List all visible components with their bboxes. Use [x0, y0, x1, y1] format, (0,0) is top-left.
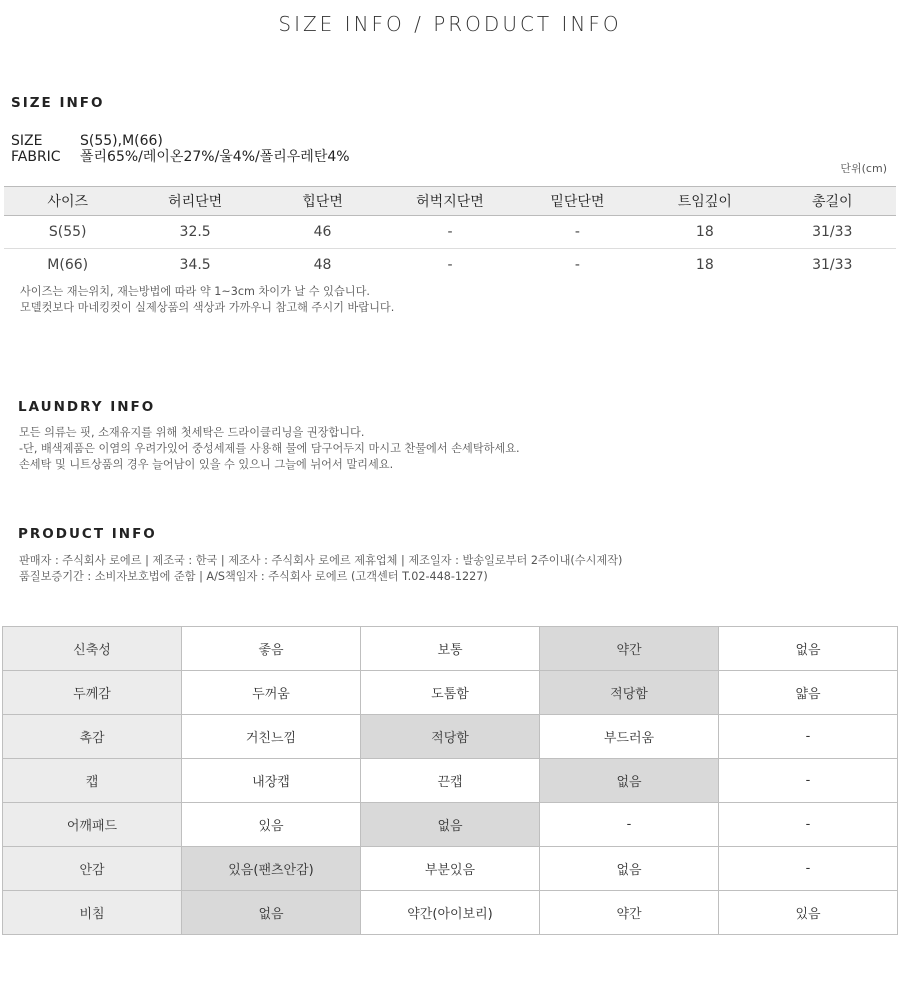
quality-option-selected: 있음(팬츠안감) — [182, 847, 361, 891]
column-header: 사이즈 — [4, 187, 131, 216]
quality-option: 부드러움 — [540, 715, 719, 759]
quality-option: - — [540, 803, 719, 847]
table-cell: - — [447, 257, 453, 273]
quality-table — [2, 626, 898, 935]
table-cell: 32.5 — [131, 216, 258, 249]
quality-row — [3, 671, 898, 715]
laundry-notes — [19, 425, 520, 473]
quality-option: 보통 — [361, 627, 540, 671]
laundry-info-heading: LAUNDRY INFO — [18, 399, 156, 415]
column-header: 허벅지단면 — [386, 187, 513, 216]
quality-option: 좋음 — [182, 627, 361, 671]
table-cell: M(66) — [47, 257, 89, 273]
quality-row — [3, 847, 898, 891]
quality-option-selected: 없음 — [540, 759, 719, 803]
quality-row — [3, 715, 898, 759]
quality-row — [3, 891, 898, 935]
column-header: 밑단단면 — [514, 187, 641, 216]
quality-option-selected: 적당함 — [361, 715, 540, 759]
quality-option: 있음 — [719, 891, 898, 935]
laundry-line: 모든 의류는 핏, 소재유지를 위해 첫세탁은 드라이클리닝을 권장합니다. — [19, 426, 365, 439]
table-cell: - — [386, 216, 513, 249]
table-row — [4, 249, 896, 282]
quality-label: 두께감 — [3, 671, 182, 715]
size-table-header — [4, 187, 896, 216]
quality-option: 없음 — [540, 847, 719, 891]
quality-option: 두꺼움 — [182, 671, 361, 715]
quality-row — [3, 627, 898, 671]
laundry-line: 손세탁 및 니트상품의 경우 늘어남이 있을 수 있으니 그늘에 뉘어서 말리세요. — [19, 458, 394, 471]
table-cell: - — [574, 257, 580, 273]
table-cell: 48 — [313, 257, 332, 273]
fabric-value: 폴리65%/레이온27%/울4%/폴리우레탄4% — [80, 149, 350, 165]
quality-option: 있음 — [182, 803, 361, 847]
column-header: 허리단면 — [131, 187, 258, 216]
page-title: SIZE INFO / PRODUCT INFO — [278, 12, 622, 36]
quality-option: - — [719, 847, 898, 891]
quality-option-selected: 없음 — [182, 891, 361, 935]
size-label: SIZE — [11, 133, 43, 149]
quality-option: - — [719, 803, 898, 847]
quality-label: 캡 — [3, 759, 182, 803]
quality-label: 어깨패드 — [3, 803, 182, 847]
laundry-line: -단, 배색제품은 이염의 우려가있어 중성세제를 사용해 물에 담구어두지 마시고 찬물에서 손세탁하세요. — [19, 442, 520, 455]
quality-option: - — [719, 759, 898, 803]
table-row — [4, 216, 896, 249]
unit-label: 단위(cm) — [840, 162, 887, 175]
table-cell: 31/33 — [769, 216, 896, 249]
size-notes — [20, 284, 394, 316]
quality-row — [3, 803, 898, 847]
quality-option-selected: 없음 — [361, 803, 540, 847]
quality-option: 끈캡 — [361, 759, 540, 803]
table-cell: 31/33 — [812, 257, 853, 273]
table-cell: 18 — [695, 257, 714, 273]
quality-label: 신축성 — [3, 627, 182, 671]
size-note-line: 모델컷보다 마네킹컷이 실제상품의 색상과 가까우니 참고해 주시기 바랍니다. — [20, 301, 395, 314]
quality-option: 내장캡 — [182, 759, 361, 803]
size-table — [4, 186, 896, 281]
column-header: 총길이 — [769, 187, 896, 216]
quality-row — [3, 759, 898, 803]
quality-option: 도톰함 — [361, 671, 540, 715]
quality-label: 촉감 — [3, 715, 182, 759]
product-line: 품질보증기간 : 소비자보호법에 준함 | A/S책임자 : 주식회사 로에르 (고객센터 T.02-448-1227) — [19, 570, 488, 583]
quality-option: 부분있음 — [361, 847, 540, 891]
fabric-spec-row — [11, 149, 350, 165]
column-header: 트임깊이 — [641, 187, 768, 216]
quality-option: 약간(아이보리) — [361, 891, 540, 935]
table-cell: 18 — [641, 216, 768, 249]
product-line: 판매자 : 주식회사 로에르 | 제조국 : 한국 | 제조사 : 주식회사 로에르 제휴업체 | 제조일자 : 발송일로부터 2주이내(수시제작) — [19, 554, 623, 567]
quality-option: 거친느낌 — [182, 715, 361, 759]
table-cell: 34.5 — [179, 257, 211, 273]
spec-block — [11, 133, 350, 165]
size-spec-row — [11, 133, 350, 149]
product-info-heading: PRODUCT INFO — [18, 526, 157, 542]
column-header: 힙단면 — [259, 187, 386, 216]
product-notes — [19, 553, 622, 585]
quality-label: 비침 — [3, 891, 182, 935]
quality-option: 없음 — [719, 627, 898, 671]
quality-option: 약간 — [540, 891, 719, 935]
size-info-heading: SIZE INFO — [11, 95, 105, 111]
fabric-label: FABRIC — [11, 149, 61, 165]
quality-option-selected: 약간 — [540, 627, 719, 671]
quality-option-selected: 적당함 — [540, 671, 719, 715]
size-value: S(55),M(66) — [80, 133, 163, 149]
quality-option: - — [719, 715, 898, 759]
size-note-line: 사이즈는 재는위치, 재는방법에 따라 약 1~3cm 차이가 날 수 있습니다. — [20, 285, 370, 298]
quality-option: 얇음 — [719, 671, 898, 715]
quality-label: 안감 — [3, 847, 182, 891]
table-cell: S(55) — [4, 216, 131, 249]
table-cell: 46 — [259, 216, 386, 249]
table-cell: - — [514, 216, 641, 249]
